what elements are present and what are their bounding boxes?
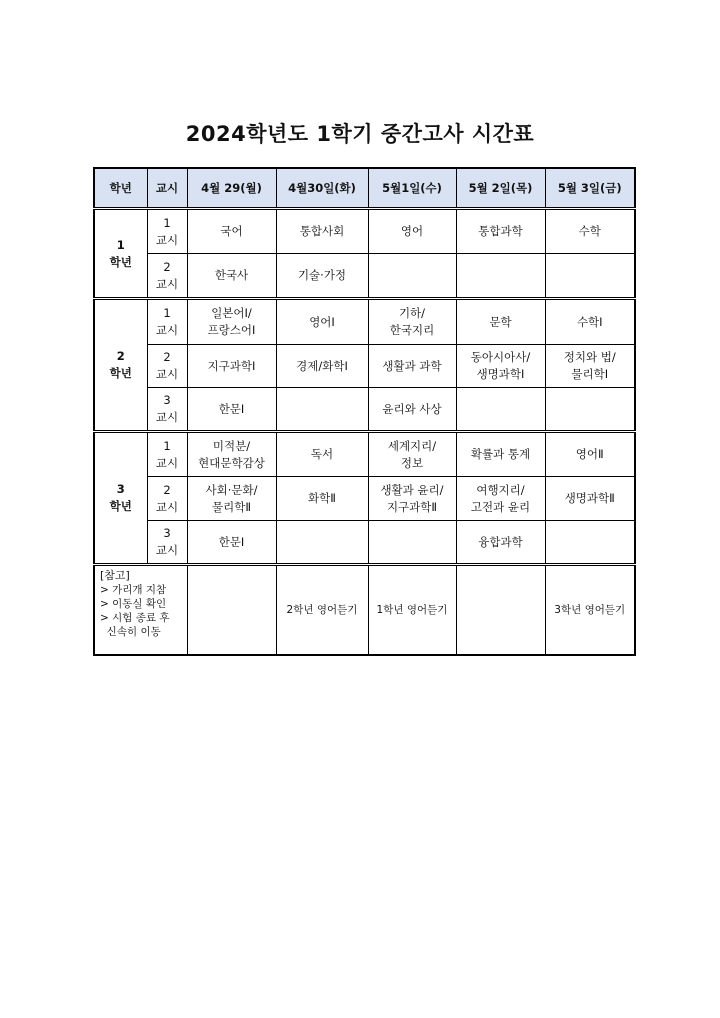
header-day-thu: 5월 2일(목)	[456, 168, 545, 209]
listening-test-cell: 3학년 영어듣기	[545, 565, 635, 656]
listening-test-cell	[456, 565, 545, 656]
period-label: 2 교시	[147, 477, 187, 521]
subject-cell: 수학	[545, 209, 635, 254]
subject-cell: 생활과 윤리/ 지구과학Ⅱ	[368, 477, 456, 521]
timetable-row	[94, 432, 635, 477]
subject-cell	[456, 388, 545, 432]
header-day-fri: 5월 3일(금)	[545, 168, 635, 209]
subject-cell: 윤리와 사상	[368, 388, 456, 432]
subject-cell	[545, 254, 635, 299]
subject-cell: 한문Ⅰ	[187, 388, 276, 432]
subject-cell: 독서	[276, 432, 368, 477]
subject-cell: 통합사회	[276, 209, 368, 254]
timetable-row	[94, 521, 635, 565]
subject-cell: 생활과 과학	[368, 345, 456, 388]
notes-row	[94, 565, 635, 656]
timetable-row	[94, 254, 635, 299]
subject-cell: 세계지리/ 정보	[368, 432, 456, 477]
subject-cell: 수학Ⅰ	[545, 299, 635, 345]
timetable-row	[94, 388, 635, 432]
notes-item: > 가리개 지참	[100, 584, 167, 596]
subject-cell	[276, 521, 368, 565]
subject-cell: 정치와 법/ 물리학Ⅰ	[545, 345, 635, 388]
period-label: 3 교시	[147, 521, 187, 565]
subject-cell: 한국사	[187, 254, 276, 299]
subject-cell	[368, 254, 456, 299]
period-label: 2 교시	[147, 254, 187, 299]
header-day-mon: 4월 29(월)	[187, 168, 276, 209]
subject-cell	[368, 521, 456, 565]
subject-cell: 한문Ⅰ	[187, 521, 276, 565]
subject-cell	[545, 521, 635, 565]
subject-cell: 문학	[456, 299, 545, 345]
timetable-row	[94, 299, 635, 345]
header-grade: 학년	[94, 168, 147, 209]
subject-cell: 사회·문화/ 물리학Ⅱ	[187, 477, 276, 521]
exam-timetable	[93, 167, 636, 656]
grade-label: 2 학년	[94, 299, 147, 432]
timetable-row	[94, 209, 635, 254]
subject-cell: 영어Ⅰ	[276, 299, 368, 345]
period-label: 1 교시	[147, 432, 187, 477]
listening-test-cell: 2학년 영어듣기	[276, 565, 368, 656]
subject-cell: 기하/ 한국지리	[368, 299, 456, 345]
grade-label: 1 학년	[94, 209, 147, 299]
subject-cell: 미적분/ 현대문학감상	[187, 432, 276, 477]
period-label: 3 교시	[147, 388, 187, 432]
subject-cell: 경제/화학Ⅰ	[276, 345, 368, 388]
notes-item: 신속히 이동	[100, 626, 161, 638]
period-label: 1 교시	[147, 209, 187, 254]
subject-cell: 동아시아사/ 생명과학Ⅰ	[456, 345, 545, 388]
notes-title: [참고]	[100, 569, 130, 582]
subject-cell	[545, 388, 635, 432]
subject-cell: 화학Ⅱ	[276, 477, 368, 521]
grade-label: 3 학년	[94, 432, 147, 565]
subject-cell: 생명과학Ⅱ	[545, 477, 635, 521]
timetable-row	[94, 345, 635, 388]
period-label: 2 교시	[147, 345, 187, 388]
header-period: 교시	[147, 168, 187, 209]
subject-cell: 지구과학Ⅰ	[187, 345, 276, 388]
header-row	[94, 168, 635, 209]
subject-cell: 영어Ⅱ	[545, 432, 635, 477]
subject-cell: 영어	[368, 209, 456, 254]
notes-item: > 이동실 확인	[100, 598, 167, 610]
page-title: 2024학년도 1학기 중간고사 시간표	[185, 122, 535, 146]
period-label: 1 교시	[147, 299, 187, 345]
subject-cell: 융합과학	[456, 521, 545, 565]
subject-cell: 통합과학	[456, 209, 545, 254]
timetable-row	[94, 477, 635, 521]
timetable-body	[94, 209, 635, 656]
subject-cell: 국어	[187, 209, 276, 254]
subject-cell: 기술·가정	[276, 254, 368, 299]
subject-cell	[276, 388, 368, 432]
subject-cell: 일본어Ⅰ/ 프랑스어Ⅰ	[187, 299, 276, 345]
header-day-tue: 4월30일(화)	[276, 168, 368, 209]
listening-test-cell: 1학년 영어듣기	[368, 565, 456, 656]
subject-cell: 여행지리/ 고전과 윤리	[456, 477, 545, 521]
subject-cell	[456, 254, 545, 299]
notes-item: > 시험 종료 후	[100, 612, 170, 624]
listening-test-cell	[187, 565, 276, 656]
subject-cell: 확률과 통계	[456, 432, 545, 477]
notes-cell	[94, 565, 187, 656]
header-day-wed: 5월1일(수)	[368, 168, 456, 209]
